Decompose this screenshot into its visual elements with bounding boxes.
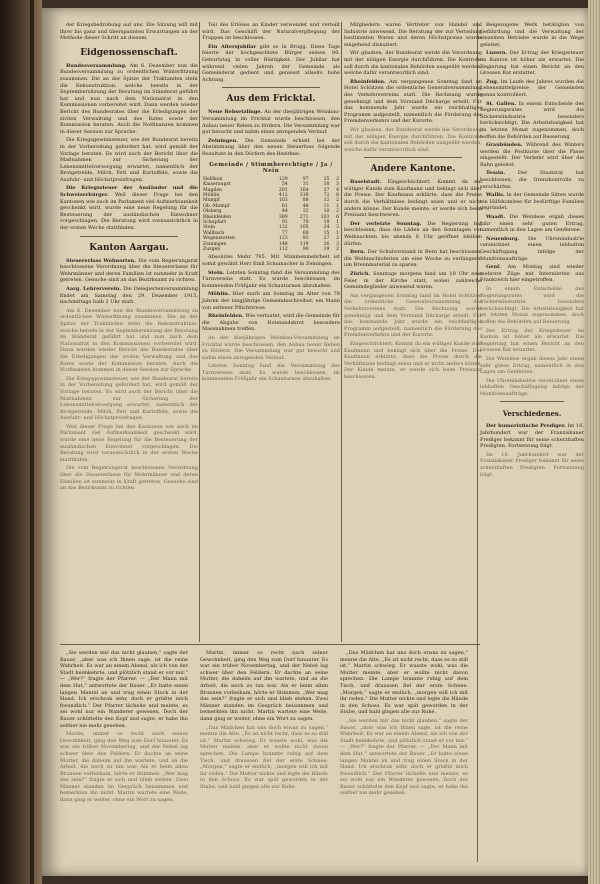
book-binding: [0, 0, 42, 884]
feuilleton-column-2: [200, 650, 328, 792]
table-cell: 10: [323, 209, 330, 215]
column-lead: Mitgliedern waren Vertreter von Handel und Industrie anwesend. Die Beratung der zur Verteilung bestimmten Waren und deren Höchstpreise wurde eingehend diskutiert.: [344, 22, 482, 48]
table-cell: 27: [323, 236, 330, 242]
article-paragraph: Die Kriegssteuer der Ausländer und die Schweizerbürger. Weil dieser Frage bei den Kantonen wie auch im Parlament viel Aufmerksamkeit geschenkt wird, wurde eine neue Regelung für die Besteuerung der ausländischen Einwohner vorgeschlagen. Die Beratung wird voraussichtlich in der ersten Woche stattfinden.: [60, 185, 198, 232]
table-cell: 19: [323, 246, 330, 252]
article-paragraph: Zeiningen. Die Gemeinde erhielt bei der Abstimmung über den neuen Steuerfuss folgende Resultate in den Dörfern des Bezirkes:: [202, 137, 341, 157]
table-cell: 12: [323, 198, 330, 204]
table-cell: Wallbach: [203, 230, 225, 236]
article-paragraph: Am vergangenen Sonntag fand im Hotel Schützen die ordentliche Generalversammlung des Verkehrsvereins statt. Die Rechnung wurde genehmigt und dem Vorstand Décharge erteilt. Für das kommende Jahr wurde ein reichhaltiges Programm aufgestellt, namentlich die Förderung des Fremdenverkehrs und der Kurorte.: [344, 292, 482, 339]
table-cell: Olsberg: [203, 209, 222, 215]
table-cell: 1: [336, 230, 339, 236]
article-paragraph: Waadt. Die Weinlese ergab dieses Jahr einen sehr guten Ertrag, namentlich in den Lagen am Genfersee.: [480, 214, 584, 234]
feuilleton-paragraph: „Das Mädchen hat uns doch etwas zu sagen,“ meinte die Alte. „Es ist nicht recht, dass es so still ist.“ Martin schwieg. Er wusste wohl, was die Mutter meinte, aber er wollte nicht davon sprechen. Die Lampe brannte ruhig auf dem Tisch, und draussen fiel der erste Schnee. „Morgen,“ sagte er endlich, „morgen will ich mit ihr reden.“ Die Mutter nickte und legte die Hände in den Schoss. Es war spät geworden in der Stube, und bald gingen alle zur Ruhe.: [200, 724, 328, 790]
article-paragraph: Zürich. Sonntags morgens fand um 10 Uhr eine Feier in der Kirche statt, wobei zahlreiche Gemeindeglieder anwesend waren.: [344, 271, 482, 291]
table-cell: 26: [323, 241, 330, 247]
feuilleton-paragraph: Martin, immer so recht nach seiner Gewohnheit, ging den Weg zum Dorf hinunter. Es war ein trüber Novembertag, und der Nebel lag schwer über den Feldern. Er dachte an seine Mutter, die daheim auf ihn wartete, und an die Arbeit, die noch zu tun war. Als er beim alten Brunnen vorbeikam, hörte er Stimmen. „Wer mag das sein?“ fragte er sich und blieb stehen. Zwei Männer standen im Gespräch beisammen und bemerkten ihn nicht. Martin wartete eine Weile, dann ging er weiter, ohne ein Wort zu sagen.: [200, 650, 328, 722]
article-paragraph: In einem Entscheide des Regierungsrates wird die Stickereiindustrie besonders berücksichtigt. Die Arbeitslosigkeit hat im letzten Monat zugenommen, doch hoffen die Behörden auf Besserung.: [480, 285, 584, 325]
table-cell: 6: [336, 214, 339, 220]
feuilleton-rule: [60, 644, 480, 645]
table-cell: 1: [336, 219, 339, 225]
table-cell: Magden: [203, 187, 223, 193]
column-4: [480, 22, 584, 480]
article-paragraph: Die Kriegsgewinnsteuer, wie der Bundesrat bereits in der Vorbereitung gefordert hat, wird gemäß der Vorlage beraten. Es wird auch der Bericht über die Maßnahmen zur Sicherung der Lebensmittelversorgung erwartet, namentlich der Brotgetreide, Milch, Fett und Kartoffeln, sowie die Ausfuhr- und Höchstpreisfragen.: [60, 375, 198, 422]
column-1: [60, 22, 198, 494]
article-paragraph: Am 6. Dezember nun die Bundesversammlung zu ordentlichen Winterfitzung zusammen. Die an der Spitze der Traktanden steht die Rekonstruktion, welche bereits in der Septembersitzung der Beratung im Ständerat geführt hat und nun nach dem Nationalrat in den Kommissionen vorbereitet wird. Dann werden wieder Bericht des Bundesrates über die Erledigungen der zivilen Verwaltung und des Rates sowie der Kommission beraten. Auch die Notfinanzen kommen in dieser Session zur Sprache.: [60, 307, 198, 374]
article-paragraph: Eingeschüchtert. Kommt da ein wütiger Kunde zum Kaufmann und beklagt sich über die Preise. Der Kaufmann erklärte, dass die Preise durch die Verhältnisse bedingt seien und er nicht anders könne. Der Kunde meinte, er werde sich beim Preisamt beschweren.: [344, 340, 482, 380]
article-paragraph: Möhlin. Hier starb am Sonntag im Alter von 78 Jahren der langjährige Gemeindeschreiber, ein Mann von seltener Pflichttreue.: [202, 291, 340, 311]
table-cell: Stein: [203, 225, 216, 231]
article-paragraph: Der verletzte Sonntag. Die Regierung hat beschlossen, dass die Läden an den Sonntagen vor Weihnachten bis abends 6 Uhr geöffnet bleiben dürfen.: [344, 220, 482, 247]
table-cell: 70: [302, 219, 309, 225]
table-cell: Rheinfelden: [203, 214, 232, 220]
table-cell: 389: [278, 214, 288, 220]
table-cell: 31: [302, 182, 309, 188]
section-heading-andere-kantone: Andere Kantone.: [370, 164, 456, 175]
article-paragraph: Wallis. In der Gemeinde Sitten wurde ein Hilfskomitee für bedürftige Familien gegründet.: [480, 192, 584, 212]
article-paragraph: Die Uhrenindustrie verzeichnet einen lebhaften Geschäftsgang infolge der Munitionsaufträge.: [480, 377, 584, 397]
table-cell: 129: [278, 176, 288, 182]
table-cell: 61: [281, 203, 288, 209]
article-paragraph: Der humoristische Prediger. Im 16. Jahrhundert war der Franziskaner Prediger bekannt für seine scherzhaften Predigten. Fortsetzung folgt.: [480, 423, 584, 450]
table-cell: 103: [278, 198, 288, 204]
table-cell: 132: [278, 225, 288, 231]
table-cell: 8: [336, 192, 339, 198]
table-cell: 72: [323, 192, 330, 198]
section-heading-aargau: Kanton Aargau.: [89, 242, 169, 253]
table-cell: 123: [278, 236, 288, 242]
table-cell: 48: [302, 203, 309, 209]
table-cell: 60: [302, 230, 309, 236]
table-cell: Wegenstetten: [203, 236, 235, 242]
article-paragraph: Absolutes Mehr 795. Mit Stimmenmehrheit ist somit gewählt Herr Emil Schumacher in Zeiningen.: [202, 254, 340, 267]
table-cell: 18: [323, 182, 330, 188]
table-cell: 97: [302, 176, 309, 182]
table-cell: 44: [281, 209, 288, 215]
binding-stripe: [30, 0, 34, 884]
table-cell: 15: [323, 230, 330, 236]
column-rule: [199, 22, 200, 642]
table-cell: 412: [278, 192, 288, 198]
table-cell: 3: [336, 182, 339, 188]
article-paragraph: Wir glauben, der Bundesrat werde die Verordnung mit der nötigen Energie durchführen. Die Kontrolle soll durch die kantonalen Behörden ausgeübt werden, welche dafür verantwortlich sind.: [344, 126, 482, 153]
feuilleton-column-3: [340, 650, 468, 799]
article-paragraph: Rheinfelden. Wie verlautet, wird die Gemeinde für die Abgabe von Notstandsbrot besondere Massnahmen treffen.: [202, 313, 340, 333]
column-2: [202, 22, 340, 385]
table-cell: 318: [299, 192, 309, 198]
feuilleton-column-1: [60, 650, 188, 806]
article-paragraph: Rheinfelden. Am vergangenen Sonntag fand im Hotel Schützen die ordentliche Generalversammlung des Verkehrsvereins statt. Die Rechnung wurde genehmigt und dem Vorstand Décharge erteilt. Für das kommende Jahr wurde ein reichhaltiges Programm aufgestellt, namentlich die Förderung des Fremdenverkehrs und der Kurorte.: [344, 78, 482, 125]
table-cell: 4: [336, 187, 339, 193]
article-paragraph: Der Ertrag der Kriegssteuer im Kanton ist höher als erwartet. Die Regierung hat einen Bericht an den Grossen Rat erstattet.: [480, 327, 584, 354]
article-paragraph: Bern. Der Schulvorstand in Bern hat beschlossen, die Weihnachtsferien um eine Woche zu verlängern, um Brennmaterial zu sparen.: [344, 249, 482, 269]
article-paragraph: Tessin. Der Staatsrat hat beschlossen, die Grenzkontrolle zu verschärfen.: [480, 170, 585, 190]
page-stack-edge: [588, 0, 600, 884]
table-cell: 91: [281, 219, 288, 225]
article-paragraph: St. Gallen. In einem Entscheide des Regierungsrates wird die Stickereiindustrie besonders berücksichtigt. Die Arbeitslosigkeit hat im letzten Monat zugenommen, doch hoffen die Behörden auf Besserung.: [480, 100, 584, 140]
feuilleton-paragraph: Martin, immer so recht nach seiner Gewohnheit, ging den Weg zum Dorf hinunter. Es war ein trüber Novembertag, und der Nebel lag schwer über den Feldern. Er dachte an seine Mutter, die daheim auf ihn wartete, und an die Arbeit, die noch zu tun war. Als er beim alten Brunnen vorbeikam, hörte er Stimmen. „Wer mag das sein?“ fragte er sich und blieb stehen. Zwei Männer standen im Gespräch beisammen und bemerkten ihn nicht. Martin wartete eine Weile, dann ging er weiter, ohne ein Wort zu sagen.: [60, 731, 188, 804]
table-cell: 24: [323, 225, 330, 231]
article-paragraph: Bundesversammlung. Am 6. Dezember nun die Bundesversammlung zu ordentlichen Winterfitzung zusammen. Die an der Spitze der Traktanden steht die Rekonstruktion, welche bereits in der Septembersitzung der Beratung im Ständerat geführt hat und nun nach dem Nationalrat in den Kommissionen vorbereitet wird. Dann werden wieder Bericht des Bundesrates über die Erledigungen der zivilen Verwaltung und des Rates sowie der Kommission beraten. Auch die Notfinanzen kommen in dieser Session zur Sprache.: [60, 62, 198, 135]
table-cell: 148: [278, 241, 288, 247]
article-paragraph: Stein. Letzten Sonntag fand die Versammlung des Turnvereins statt. Es wurde beschlossen, im kommenden Frühjahr ein Schauturnen abzuhalten.: [202, 269, 340, 289]
table-cell: Zuzgen: [203, 246, 221, 252]
article-paragraph: Weil dieser Frage bei den Kantonen wie auch im Parlament viel Aufmerksamkeit geschenkt wird, wurde eine neue Regelung für die Besteuerung der ausländischen Einwohner vorgeschlagen. Die Beratung wird voraussichtlich in der ersten Woche stattfinden.: [60, 423, 198, 463]
article-paragraph: Neuenburg. Die Uhrenindustrie verzeichnet einen lebhaften Geschäftsgang infolge der Munitionsaufträge.: [480, 235, 584, 262]
table-cell: Zeiningen: [203, 241, 227, 247]
table-cell: 3: [336, 241, 339, 247]
table-cell: 88: [302, 198, 309, 204]
table-cell: 119: [299, 241, 309, 247]
article-paragraph: Letzten Sonntag fand die Versammlung des Turnvereins statt. Es wurde beschlossen, im kommenden Frühjahr ein Schauturnen abzuhalten.: [202, 363, 340, 383]
table-cell: 27: [323, 187, 330, 193]
newspaper-page: [42, 8, 588, 876]
article-paragraph: Neue Rebsetzlinge. An der diesjährigen Weinbau-Versammlung im Fricktal wurde beschlossen, den Anbau neuer Reben zu fördern. Die Versammlung war gut besucht und nahm einen anregenden Verlauf.: [202, 109, 341, 136]
article-paragraph: Baselstadt. Eingeschüchtert. Kommt da ein wütiger Kunde zum Kaufmann und beklagt sich über die Preise. Der Kaufmann erklärte, dass die Preise durch die Verhältnisse bedingt seien und er nicht anders könne. Der Kunde meinte, er werde sich beim Preisamt beschweren.: [344, 179, 482, 219]
divider: [222, 87, 320, 88]
table-cell: 93: [302, 236, 309, 242]
vote-table: [202, 177, 340, 253]
table-row: [202, 247, 340, 252]
divider: [80, 236, 178, 237]
table-caption: Gemeinde / Stimmberechtigte / Ja / Nein: [209, 161, 333, 175]
article-paragraph: Im 16. Jahrhundert war der Franziskaner Prediger bekannt für seine scherzhaften Predigten. Fortsetzung folgt.: [480, 451, 584, 478]
table-cell: 77: [281, 230, 288, 236]
table-cell: Hellikon: [203, 176, 223, 182]
table-cell: 25: [323, 176, 330, 182]
table-cell: 2: [336, 236, 339, 242]
table-cell: 19: [323, 219, 330, 225]
table-cell: 32: [302, 209, 309, 215]
article-paragraph: Genf. Am Montag sind wieder mehrere Züge mit Internierten aus Frankreich hier eingetroffen.: [480, 264, 584, 284]
table-cell: Kaiseraugst: [203, 182, 231, 188]
article-paragraph: Aarg. Lehrerverein. Die Delegiertenversammlung findet am Samstag den 29. Dezember 1915, nachmittags halb 2 Uhr statt.: [60, 286, 198, 306]
column-lead: Beigezogene Werk betätigten von Gefährdung und die Verwaltung der einzelnen Betriebe wurde in die Wege geleitet.: [480, 22, 584, 48]
feuilleton-paragraph: „Das Mädchen hat uns doch etwas zu sagen,“ meinte die Alte. „Es ist nicht recht, dass es so still ist.“ Martin schwieg. Er wusste wohl, was die Mutter meinte, aber er wollte nicht davon sprechen. Die Lampe brannte ruhig auf dem Tisch, und draussen fiel der erste Schnee. „Morgen,“ sagte er endlich, „morgen will ich mit ihr reden.“ Die Mutter nickte und legte die Hände in den Schoss. Es war spät geworden in der Stube, und bald gingen alle zur Ruhe.: [340, 650, 468, 716]
column-lead: Teil des Erlöses an Kinder verwendet und verteilt wird. Das Geschäft der Naturalverpflegung der Truppen ist beschlossen.: [202, 22, 340, 42]
article-paragraph: Wir glauben, der Bundesrat werde die Verordnung mit der nötigen Energie durchführen. Die Kontrolle soll durch die kantonalen Behörden ausgeübt werden, welche dafür verantwortlich sind.: [344, 50, 482, 77]
table-cell: 2: [336, 209, 339, 215]
article-paragraph: Die Weinlese ergab dieses Jahr einen sehr guten Ertrag, namentlich in den Lagen am Genfersee.: [480, 355, 584, 376]
article-paragraph: An der diesjährigen Weinbau-Versammlung im Fricktal wurde beschlossen, den Anbau neuer Reben zu fördern. Die Versammlung war gut besucht und nahm einen anregenden Verlauf.: [202, 334, 340, 361]
feuilleton-paragraph: „Sie werden mir das nicht glauben,“ sagte der Bauer, „aber was ich Ihnen sage, ist die reine Wahrheit. Es war an einem Abend, als ich von der Stadt heimkehrte, und plötzlich stand er vor mir.“ — „Wer?“ fragte der Pfarrer. — „Der Mann mit dem Hut,“ antwortete der Bauer. „Er hatte einen langen Mantel an und trug einen Stock in der Hand. Ich erschrak sehr, doch er grüßte mich freundlich.“ Der Pfarrer lächelte und meinte, es sei wohl nur ein Wanderer gewesen. Doch der Bauer schüttelte den Kopf und sagte, er habe ihn seither nie mehr gesehen.: [340, 717, 468, 797]
table-cell: 201: [278, 187, 288, 193]
article-paragraph: Die vom Regierungsrat beschlossene Verordnung über die Steuererlasse für Wehrmänner und deren Familien ist nunmehr in Kraft getreten. Gesuche sind an das Bezirksamt zu richten.: [60, 465, 198, 492]
article-paragraph: Zug. Im Laufe des Jahres wurden die Lebensmittelpreise der Gemeinden genau kontrolliert.: [480, 78, 584, 98]
table-cell: 112: [278, 246, 288, 252]
table-cell: Schupfart: [203, 219, 227, 225]
table-cell: Ob.-Mumpf: [203, 203, 230, 209]
table-cell: 2: [336, 176, 339, 182]
column-3: [344, 22, 482, 383]
feuilleton-paragraph: „Sie werden mir das nicht glauben,“ sagte der Bauer, „aber was ich Ihnen sage, ist die reine Wahrheit. Es war an einem Abend, als ich von der Stadt heimkehrte, und plötzlich stand er vor mir.“ — „Wer?“ fragte der Pfarrer. — „Der Mann mit dem Hut,“ antwortete der Bauer. „Er hatte einen langen Mantel an und trug einen Stock in der Hand. Ich erschrak sehr, doch er grüßte mich freundlich.“ Der Pfarrer lächelte und meinte, es sei wohl nur ein Wanderer gewesen. Doch der Bauer schüttelte den Kopf und sagte, er habe ihn seither nie mehr gesehen.: [60, 650, 188, 729]
table-cell: Mumpf: [203, 198, 220, 204]
table-cell: 54: [281, 182, 288, 188]
table-cell: 1: [336, 203, 339, 209]
table-cell: 90: [302, 246, 309, 252]
article-paragraph: Luzern. Der Ertrag der Kriegssteuer im Kanton ist höher als erwartet. Die Regierung hat einen Bericht an den Grossen Rat erstattet.: [480, 50, 584, 77]
table-cell: 11: [323, 203, 330, 209]
article-paragraph: Die Kriegsgewinnsteuer, wie der Bundesrat bereits in der Vorbereitung gefordert hat, wird gemäß der Vorlage beraten. Es wird auch der Bericht über die Maßnahmen zur Sicherung der Lebensmittelversorgung erwartet, namentlich der Brotgetreide, Milch, Fett und Kartoffeln, sowie die Ausfuhr- und Höchstpreisfragen.: [60, 137, 198, 183]
table-cell: Möhlin: [203, 192, 220, 198]
article-paragraph: Graubünden. Während des Winters werden die Postkurse über die Pässe eingestellt. Der Verkehr wird über die Bahn geleitet.: [480, 142, 585, 168]
table-cell: 2: [336, 246, 339, 252]
table-cell: 271: [299, 214, 309, 220]
table-cell: 3: [336, 225, 339, 231]
column-lead: der Kriegsbedrohung auf uns. Die Sitzung will mit ihrer bis ganz und überspannten Erwartungen an der Methode dieser Schritt an diesem.: [60, 22, 198, 42]
column-rule: [341, 22, 342, 642]
article-paragraph: Steuererlass Wohnorten. Die vom Regierungsrat beschlossene Verordnung über die Steuererlasse für Wehrmänner und deren Familien ist nunmehr in Kraft getreten. Gesuche sind an das Bezirksamt zu richten.: [60, 257, 198, 284]
divider: [364, 157, 462, 158]
divider: [500, 401, 564, 402]
table-cell: 164: [299, 187, 309, 193]
table-cell: 103: [320, 214, 330, 220]
table-cell: 2: [336, 198, 339, 204]
section-heading-eidgenossenschaft: Eidgenossenschaft.: [80, 47, 178, 58]
article-paragraph: Ein Altersjubilar gibt es in Brugg. Diese Tage feierte der hochgeachtete Bürger seinen 80. Geburtstag in voller Rüstigkeit. Der Jubilar hat während vielen Jahren der Gemeinde als Gemeinderat gedient und geniesst allseits hohe Achtung.: [202, 43, 340, 83]
section-heading-verschiedenes: Verschiedenes.: [502, 409, 562, 419]
section-heading-fricktal: Aus dem Fricktal.: [226, 94, 316, 105]
table-cell: 105: [299, 225, 309, 231]
